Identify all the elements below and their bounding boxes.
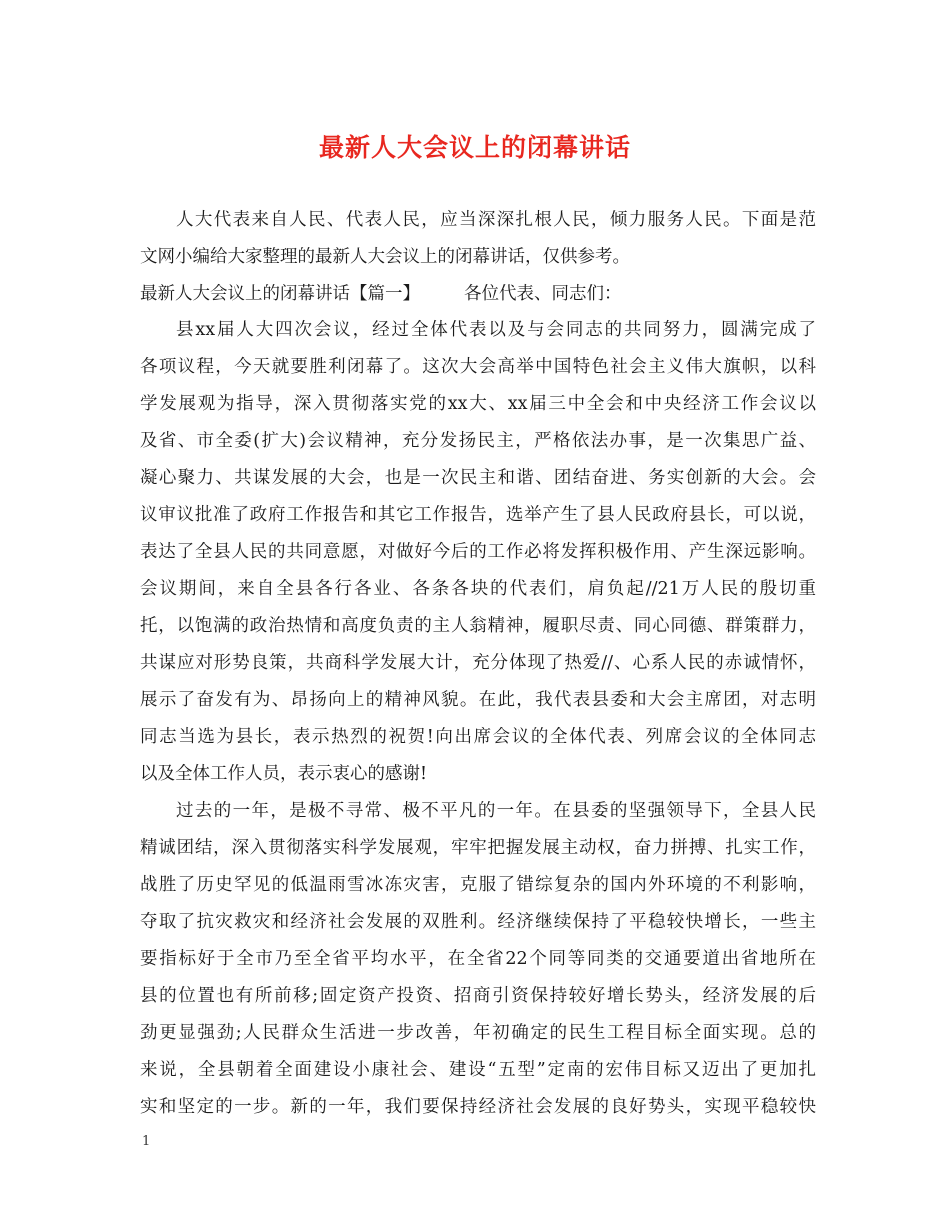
paragraph-line: 各项议程，今天就要胜利闭幕了。这次大会高举中国特色社会主义伟大旗帜，以科 xyxy=(140,357,816,377)
greeting: 各位代表、同志们： xyxy=(464,284,622,304)
paragraph-line: 县xx届人大四次会议，经过全体代表以及与会同志的共同努力，圆满完成了 xyxy=(176,320,816,340)
paragraph-line: 县的位置也有所前移;固定资产投资、招商引资保持较好增长势头，经济发展的后 xyxy=(140,986,816,1006)
paragraph-line: 学发展观为指导，深入贯彻落实党的xx大、xx届三中全会和中央经济工作会议以 xyxy=(140,394,816,414)
intro-line: 文网小编给大家整理的最新人大会议上的闭幕讲话，仅供参考。 xyxy=(140,247,630,267)
paragraph-line: 议审议批准了政府工作报告和其它工作报告，选举产生了县人民政府县长，可以说， xyxy=(140,505,816,525)
paragraph-line: 精诚团结，深入贯彻落实科学发展观，牢牢把握发展主动权，奋力拼搏、扎实工作， xyxy=(140,838,816,858)
paragraph-line: 表达了全县人民的共同意愿，对做好今后的工作必将发挥积极作用、产生深远影响。 xyxy=(140,542,816,562)
paragraph-line: 战胜了历史罕见的低温雨雪冰冻灾害，克服了错综复杂的国内外环境的不利影响， xyxy=(140,875,816,895)
paragraph-line: 会议期间，来自全县各行各业、各条各块的代表们，肩负起//21万人民的殷切重 xyxy=(140,579,816,599)
paragraph-line: 过去的一年，是极不寻常、极不平凡的一年。在县委的坚强领导下，全县人民 xyxy=(176,801,816,821)
paragraph-line: 实和坚定的一步。新的一年，我们要保持经济社会发展的良好势头，实现平稳较快 xyxy=(140,1097,816,1117)
intro-line: 人大代表来自人民、代表人民，应当深深扎根人民，倾力服务人民。下面是范 xyxy=(176,210,816,230)
paragraph-line: 凝心聚力、共谋发展的大会，也是一次民主和谐、团结奋进、务实创新的大会。会 xyxy=(140,468,816,488)
page-number: 1 xyxy=(142,1134,151,1149)
paragraph-line: 要指标好于全市乃至全省平均水平，在全省22个同等同类的交通要道出省地所在 xyxy=(140,949,816,969)
paragraph-line: 共谋应对形势良策，共商科学发展大计，充分体现了热爱//、心系人民的赤诚情怀， xyxy=(140,653,816,673)
paragraph-line: 以及全体工作人员，表示衷心的感谢! xyxy=(140,764,428,784)
paragraph-line: 来说，全县朝着全面建设小康社会、建设“五型”定南的宏伟目标又迈出了更加扎 xyxy=(140,1060,816,1080)
paragraph-line: 及省、市全委(扩大)会议精神，充分发扬民主，严格依法办事，是一次集思广益、 xyxy=(140,431,816,451)
paragraph-line: 劲更显强劲;人民群众生活进一步改善，年初确定的民生工程目标全面实现。总的 xyxy=(140,1023,816,1043)
paragraph-line: 展示了奋发有为、昂扬向上的精神风貌。在此，我代表县委和大会主席团，对志明 xyxy=(140,690,816,710)
paragraph-line: 夺取了抗灾救灾和经济社会发展的双胜利。经济继续保持了平稳较快增长，一些主 xyxy=(140,912,816,932)
paragraph-line: 同志当选为县长，表示热烈的祝贺!向出席会议的全体代表、列席会议的全体同志 xyxy=(140,727,816,747)
section-heading-line xyxy=(140,282,816,306)
section-heading: 最新人大会议上的闭幕讲话【篇一】 xyxy=(140,284,420,304)
document-title: 最新人大会议上的闭幕讲话 xyxy=(318,133,631,162)
paragraph-line: 托，以饱满的政治热情和高度负责的主人翁精神，履职尽责、同心同德、群策群力， xyxy=(140,616,816,636)
